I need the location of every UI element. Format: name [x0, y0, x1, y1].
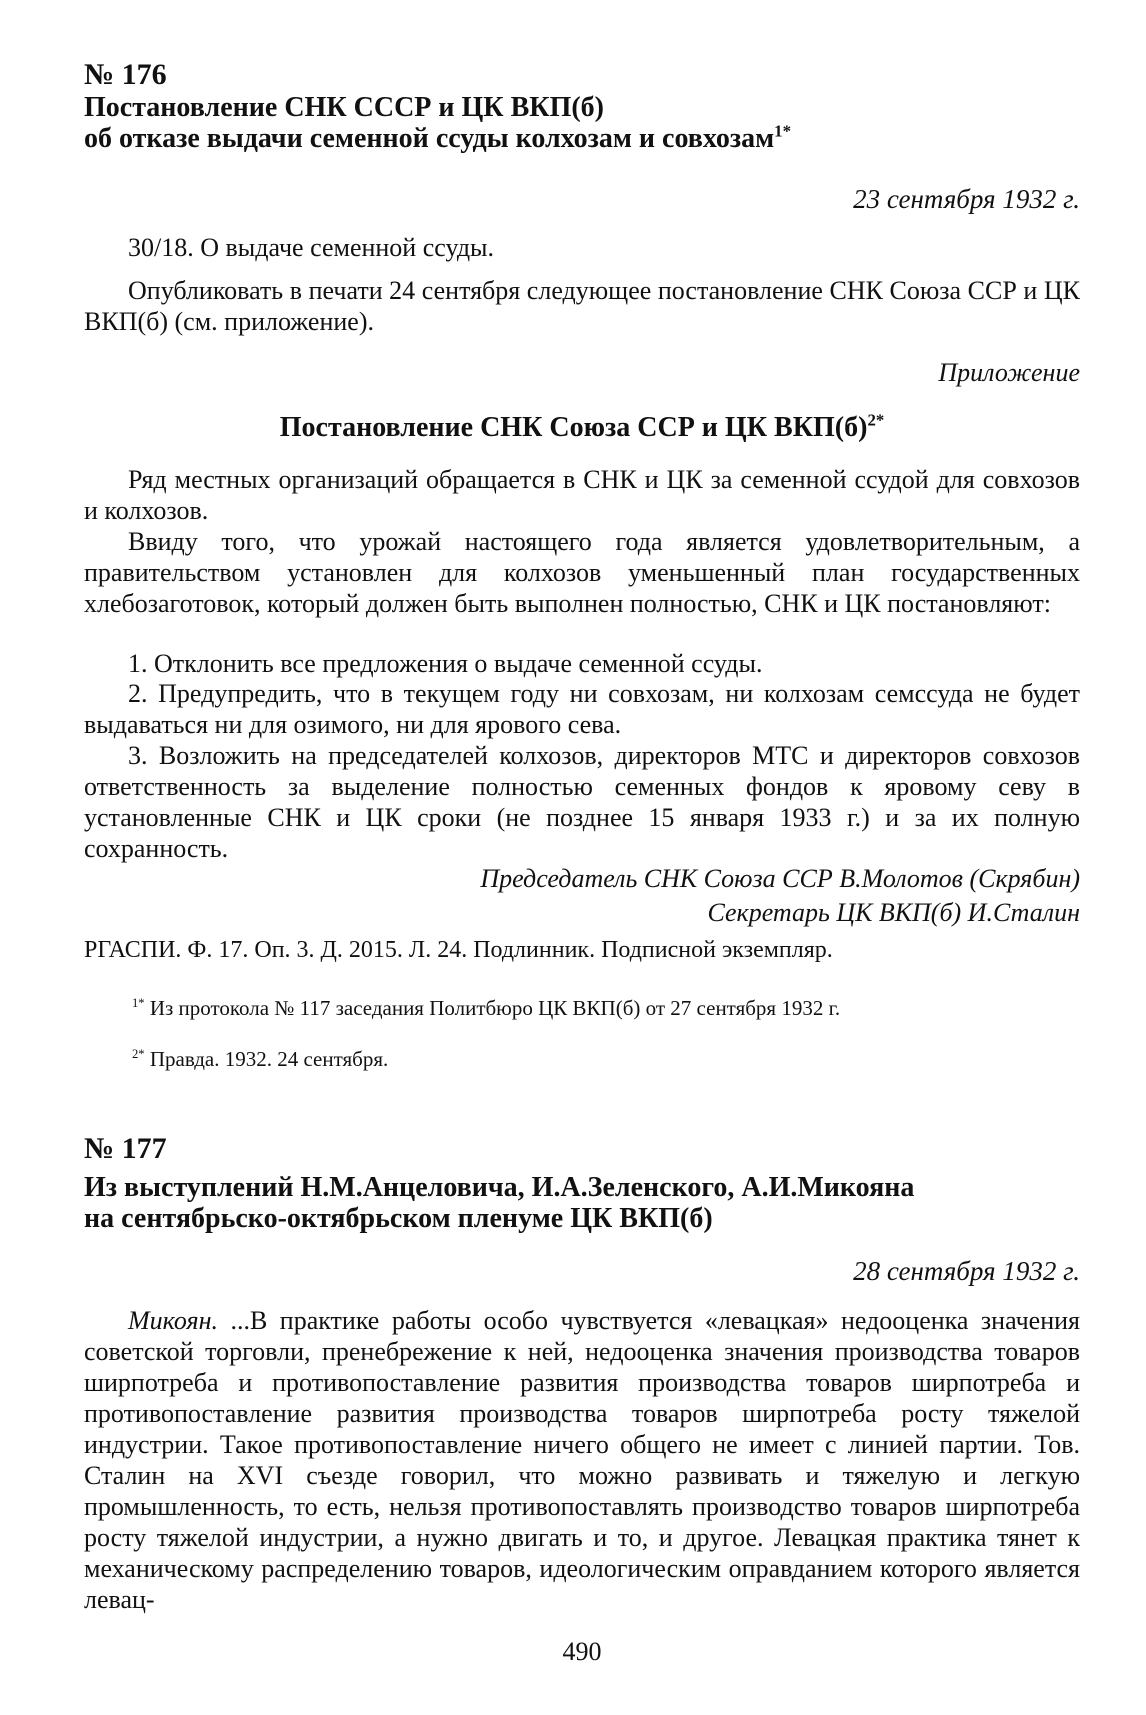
doc177-title [84, 1172, 1080, 1234]
doc176-item: 30/18. О выдаче семенной ссуды. [128, 233, 495, 262]
doc176-appendix-label: Приложение [938, 358, 1080, 387]
doc177-speech-text: Микоян. ...В практике работы особо чувствуется «левацкая» недооценка значения советской торговли, пренебрежение к ней, недооценка значения производства товаров ширпотреба и противопоставление развития производства товаров ширпотреба и противопоставление развития производства товаров ширпотреба росту тяжелой индустрии. Такое противопоставление ничего общего не имеет с линией партии. Тов. Сталин на XVI съезде говорил, что можно развивать и тяжелую и легкую промышленность, то есть, нельзя противопоставлять производство товаров ширпотреба росту тяжелой индустрии, а нужно двигать и то, и другое. Левацкая практика тянет к механическому распределению товаров, идеологическим оправданием которого является левац- [84, 1306, 1080, 1614]
doc176-date: 23 сентября 1932 г. [853, 184, 1080, 214]
doc177-speaker: Микоян. [128, 1306, 218, 1335]
doc176-footnote-2: $^{2*}$ Правда. 1932. 24 сентября. [132, 1047, 389, 1071]
footnote-2-mark: 2* [132, 1047, 145, 1061]
doc176-signature-secretary: Секретарь ЦК ВКП(б) И.Сталин [707, 898, 1080, 927]
page-number: 490 [562, 1637, 602, 1666]
doc176-point-1: 1. Отклонить все предложения о выдаче семенной ссуды. [128, 649, 763, 678]
doc176-subtitle: Постановление СНК Союза ССР и ЦК $ВКП(б)^{2*}$ [279, 410, 885, 443]
footnote-1-mark: 1* [132, 996, 145, 1010]
doc176-signatures [84, 862, 1080, 930]
doc176-subtitle-footnote-mark: 2* [867, 410, 885, 430]
doc176-signature-chairman: Председатель СНК Союза ССР В.Молотов (Скрябин) [480, 864, 1080, 893]
doc176-title-line2: об отказе выдачи семенной ссуды колхозам и совхозам$^{1*}$ [84, 121, 791, 154]
doc177-header [84, 1132, 1080, 1234]
doc176-paragraph-2: Ввиду того, что урожай настоящего года является удовлетворительным, а правительством установлен для колхозов уменьшенный план государственных хлебозаготовок, который должен быть выполнен полностью, СНК и ЦК постановляют: [84, 527, 1080, 618]
doc176-paragraph-1: Ряд местных организаций обращается в СНК и ЦК за семенной ссудой для совхозов и колхозов. [84, 465, 1080, 525]
doc176-title [84, 92, 1080, 154]
doc177-title-line1: Из выступлений Н.М.Анцеловича, И.А.Зеленского, А.И.Микояна [84, 1172, 915, 1203]
doc176-number: № 176 [84, 58, 167, 91]
doc176-title-line1: Постановление СНК СССР и ЦК ВКП(б) [84, 92, 605, 123]
doc177-date: 28 сентября 1932 г. [853, 1256, 1080, 1286]
doc176-point-3: 3. Возложить на председателей колхозов, директоров МТС и директоров совхозов ответственность за выделение полностью семенных фондов к яровому севу в установленные СНК и ЦК сроки (не позднее 15 января 1933 г.) и за их полную сохранность. [84, 741, 1080, 863]
doc176-footnote-1: $^{1*}$ Из протокола № 117 заседания Политбюро ЦК ВКП(б) от 27 сентября 1932 г. [132, 996, 841, 1020]
doc176-archive-reference: РГАСПИ. Ф. 17. Оп. 3. Д. 2015. Л. 24. Подлинник. Подписной экземпляр. [84, 937, 833, 963]
doc176-title-footnote-mark: 1* [774, 121, 791, 141]
doc176-header [84, 58, 1080, 154]
doc176-publish-paragraph: Опубликовать в печати 24 сентября следующее постановление СНК Союза ССР и ЦК ВКП(б) (см. приложение). [84, 276, 1080, 336]
doc177-title-line2: на сентябрьско-октябрьском пленуме ЦК ВКП(б) [84, 1203, 713, 1234]
doc176-point-2: 2. Предупредить, что в текущем году ни совхозам, ни колхозам семссуда не будет выдаваться ни для озимого, ни для ярового сева. [84, 679, 1080, 739]
doc177-number: № 177 [84, 1132, 167, 1165]
